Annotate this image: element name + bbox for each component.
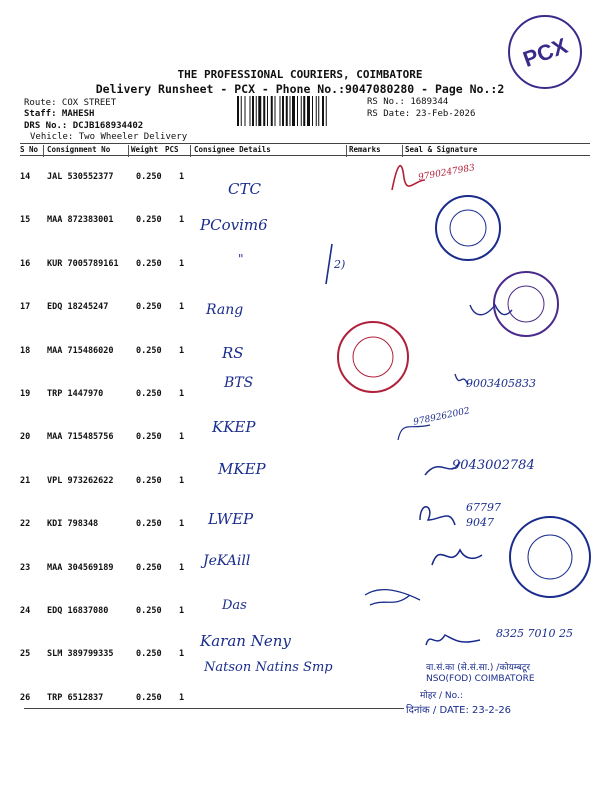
pcx-stamp-text: PCX [519, 32, 571, 72]
drs-label: DRS No.: DCJB168934402 [24, 121, 144, 131]
row-consignment: MAA 304569189 [47, 562, 114, 573]
row-pcs: 1 [179, 215, 185, 226]
row-consignment: TRP 6512837 [47, 692, 104, 703]
sig-number-20: 9789262002 [412, 406, 471, 428]
row-sno: 24 [20, 606, 31, 616]
row-pcs: 1 [179, 389, 185, 399]
staff-label: Staff: MAHESH [24, 109, 95, 119]
row-pcs: 1 [179, 692, 185, 703]
row-sno: 21 [20, 475, 31, 486]
row-pcs: 1 [179, 649, 185, 660]
row-weight: 0.250 [136, 258, 162, 269]
row-sno: 16 [20, 258, 31, 269]
row-weight: 0.250 [136, 475, 162, 486]
row-weight: 0.250 [136, 432, 162, 443]
company-stamp-row15 [432, 192, 504, 264]
row-consignment: VPL 973262622 [47, 475, 114, 486]
row-weight: 0.250 [136, 562, 162, 573]
row-sno: 20 [20, 432, 31, 443]
sig-number-21: 9043002784 [452, 458, 535, 473]
row-pcs: 1 [179, 475, 185, 486]
row-sno: 22 [20, 519, 31, 530]
company-stamp-row17 [490, 268, 562, 340]
row-weight: 0.250 [136, 606, 162, 616]
row-pcs: 1 [179, 519, 185, 530]
row-sno: 23 [20, 562, 31, 573]
dept-stamp-line3: मोहर / No.: [420, 691, 463, 701]
row-sno: 25 [20, 649, 31, 660]
row-consignment: KUR 7005789161 [47, 258, 119, 269]
dept-stamp-line4: दिनांक / DATE: 23-2-26 [406, 705, 512, 716]
hand-consignee-16: " [238, 252, 244, 266]
row-sno: 17 [20, 302, 31, 313]
row-weight: 0.250 [136, 215, 162, 226]
vehicle-label: Vehicle: Two Wheeler Delivery [30, 132, 188, 142]
hand-consignee-21: MKEP [218, 460, 266, 478]
company-stamp-row18 [334, 318, 412, 396]
sig-number-22: 67797 9047 [466, 501, 501, 529]
row-consignment: MAA 715485756 [47, 432, 114, 443]
hand-consignee-22: LWEP [208, 510, 254, 528]
route-label: Route: COX STREET [24, 98, 117, 108]
hand-consignee-14: CTC [228, 180, 261, 198]
row-sno: 14 [20, 172, 31, 182]
rs-number: RS No.: 1689344 [367, 97, 449, 107]
row-consignment: SLM 389799335 [47, 649, 114, 660]
company-stamp-row23 [505, 512, 595, 602]
row-consignment: MAA 715486020 [47, 345, 114, 356]
col-seal: Seal & Signature [405, 145, 478, 154]
col-remarks: Remarks [349, 145, 381, 154]
hand-consignee-17: Rang [206, 302, 244, 318]
hand-consignee-18: RS [222, 344, 244, 362]
hand-consignee-23: JeKAill [203, 553, 251, 569]
row-pcs: 1 [179, 172, 185, 182]
hand-consignee-24: Das [222, 598, 247, 613]
hand-consignee-20: KKEP [212, 418, 256, 436]
row-sno: 18 [20, 345, 31, 356]
row-pcs: 1 [179, 562, 185, 573]
rs-date: RS Date: 23-Feb-2026 [367, 109, 476, 119]
row-pcs: 1 [179, 345, 185, 356]
row-sno: 19 [20, 389, 31, 399]
row-weight: 0.250 [136, 649, 162, 660]
hand-consignee-26: Natson Natins Smp [204, 660, 333, 675]
row-pcs: 1 [179, 302, 185, 313]
sig-number-14: 9790247983 [417, 163, 476, 183]
row-consignment: JAL 530552377 [47, 172, 114, 182]
remark-note: 2) [334, 258, 346, 271]
hand-consignee-25: Karan Neny [200, 632, 291, 650]
row-weight: 0.250 [136, 692, 162, 703]
dept-stamp-line1: वा.सं.का (से.सं.सा.) /कोयम्बटूर [426, 663, 531, 673]
sig-number-19: 9003405833 [466, 377, 536, 390]
row-consignment: TRP 1447970 [47, 389, 104, 399]
table-bottom-rule [24, 708, 404, 709]
row-consignment: EDQ 18245247 [47, 302, 109, 313]
col-pcs: PCS [165, 145, 179, 154]
sig-number-25: 8325 7010 25 [496, 627, 573, 640]
runsheet-title: Delivery Runsheet - PCX - Phone No.:9047080280 - Page No.:2 [95, 82, 505, 96]
col-sno: S No [20, 145, 39, 154]
row-weight: 0.250 [136, 172, 162, 182]
dept-stamp-line2: NSO(FOD) COIMBATORE [426, 674, 535, 684]
col-consignee: Consignee Details [194, 145, 271, 154]
row-consignment: EDQ 16837080 [47, 606, 109, 616]
row-pcs: 1 [179, 432, 185, 443]
row-sno: 26 [20, 692, 31, 703]
col-weight: Weight [131, 145, 159, 154]
row-weight: 0.250 [136, 302, 162, 313]
hand-consignee-19: BTS [224, 375, 254, 391]
row-weight: 0.250 [136, 519, 162, 530]
row-weight: 0.250 [136, 389, 162, 399]
row-weight: 0.250 [136, 345, 162, 356]
row-consignment: KDI 798348 [47, 519, 99, 530]
row-pcs: 1 [179, 606, 185, 616]
row-consignment: MAA 872383001 [47, 215, 114, 226]
col-consignment: Consignment No [47, 145, 111, 154]
company-title: THE PROFESSIONAL COURIERS, COIMBATORE [177, 68, 423, 81]
row-sno: 15 [20, 215, 31, 226]
hand-consignee-15: PCovim6 [200, 216, 268, 234]
row-pcs: 1 [179, 258, 185, 269]
